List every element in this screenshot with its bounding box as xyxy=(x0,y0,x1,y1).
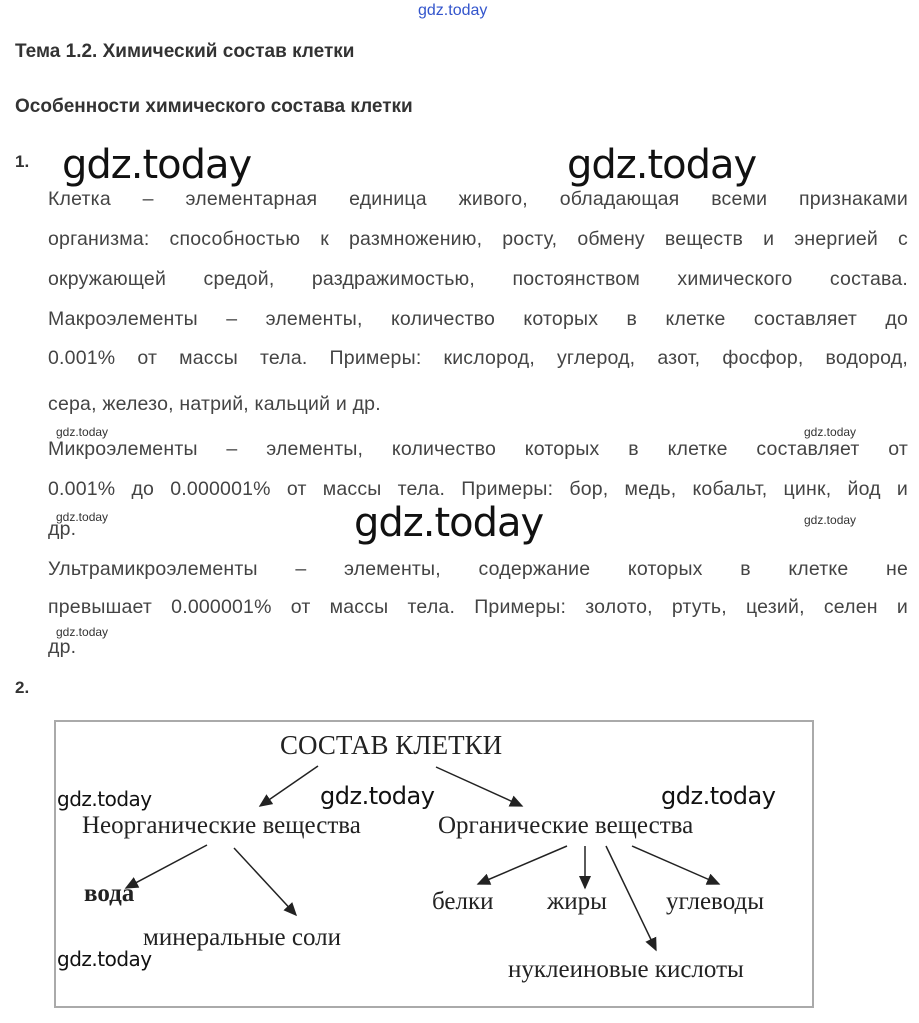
watermark: gdz.today xyxy=(57,787,152,811)
arrow-root-inorganic xyxy=(260,766,318,806)
text-line: превышает 0.000001% от массы тела. Примеры: золото, ртуть, цезий, селен и xyxy=(48,596,908,618)
diagram-organic: Органические вещества xyxy=(438,812,694,839)
watermark: gdz.today xyxy=(661,782,776,810)
diagram-water: вода xyxy=(84,880,135,907)
watermark: gdz.today xyxy=(320,782,435,810)
task-number-2: 2. xyxy=(15,678,30,697)
watermark: gdz.today xyxy=(567,142,757,188)
watermark: gdz.today xyxy=(354,500,544,546)
diagram-salts: минеральные соли xyxy=(143,924,342,951)
arrow-organic-nucleic xyxy=(606,846,656,950)
task-number-1: 1. xyxy=(15,152,30,171)
diagram-root: СОСТАВ КЛЕТКИ xyxy=(280,730,503,760)
text-line: др. xyxy=(48,518,77,540)
arrow-organic-carbs xyxy=(632,846,719,884)
text-line: сера, железо, натрий, кальций и др. xyxy=(48,393,381,415)
text-line: окружающей средой, раздражимостью, постоянством химического состава. xyxy=(48,268,908,290)
text-line: др. xyxy=(48,636,77,658)
text-line: Микроэлементы – элементы, количество которых в клетке составляет от xyxy=(48,438,908,460)
watermark: gdz.today xyxy=(56,625,109,639)
text-line: Клетка – элементарная единица живого, обладающая всеми признаками xyxy=(48,188,908,210)
watermark: gdz.today xyxy=(804,425,857,439)
watermark: gdz.today xyxy=(56,425,109,439)
text-line: Ультрамикроэлементы – элементы, содержание которых в клетке не xyxy=(48,558,908,580)
text-line: организма: способностью к размножению, росту, обмену веществ и энергией с xyxy=(48,228,908,250)
watermark-top: gdz.today xyxy=(418,2,488,19)
watermark: gdz.today xyxy=(56,510,109,524)
watermark: gdz.today xyxy=(62,142,252,188)
diagram-nucleic: нуклеиновые кислоты xyxy=(508,956,744,983)
diagram-carbs: углеводы xyxy=(666,888,764,915)
text-line: 0.001% до 0.000001% от массы тела. Примеры: бор, медь, кобальт, цинк, йод и xyxy=(48,478,908,500)
section-subtitle: Особенности химического состава клетки xyxy=(15,96,413,117)
arrow-organic-proteins xyxy=(478,846,567,884)
arrow-inorganic-salts xyxy=(234,848,296,915)
page-title: Тема 1.2. Химический состав клетки xyxy=(15,41,355,62)
watermark: gdz.today xyxy=(804,513,857,527)
text-line: 0.001% от массы тела. Примеры: кислород, углерод, азот, фосфор, водород, xyxy=(48,347,908,369)
watermark: gdz.today xyxy=(57,947,152,971)
diagram-proteins: белки xyxy=(432,888,494,915)
text-line: Макроэлементы – элементы, количество которых в клетке составляет до xyxy=(48,308,908,330)
arrow-inorganic-water xyxy=(126,845,207,888)
diagram-fats: жиры xyxy=(547,888,607,915)
diagram-inorganic: Неорганические вещества xyxy=(82,812,361,839)
arrow-root-organic xyxy=(436,767,522,806)
